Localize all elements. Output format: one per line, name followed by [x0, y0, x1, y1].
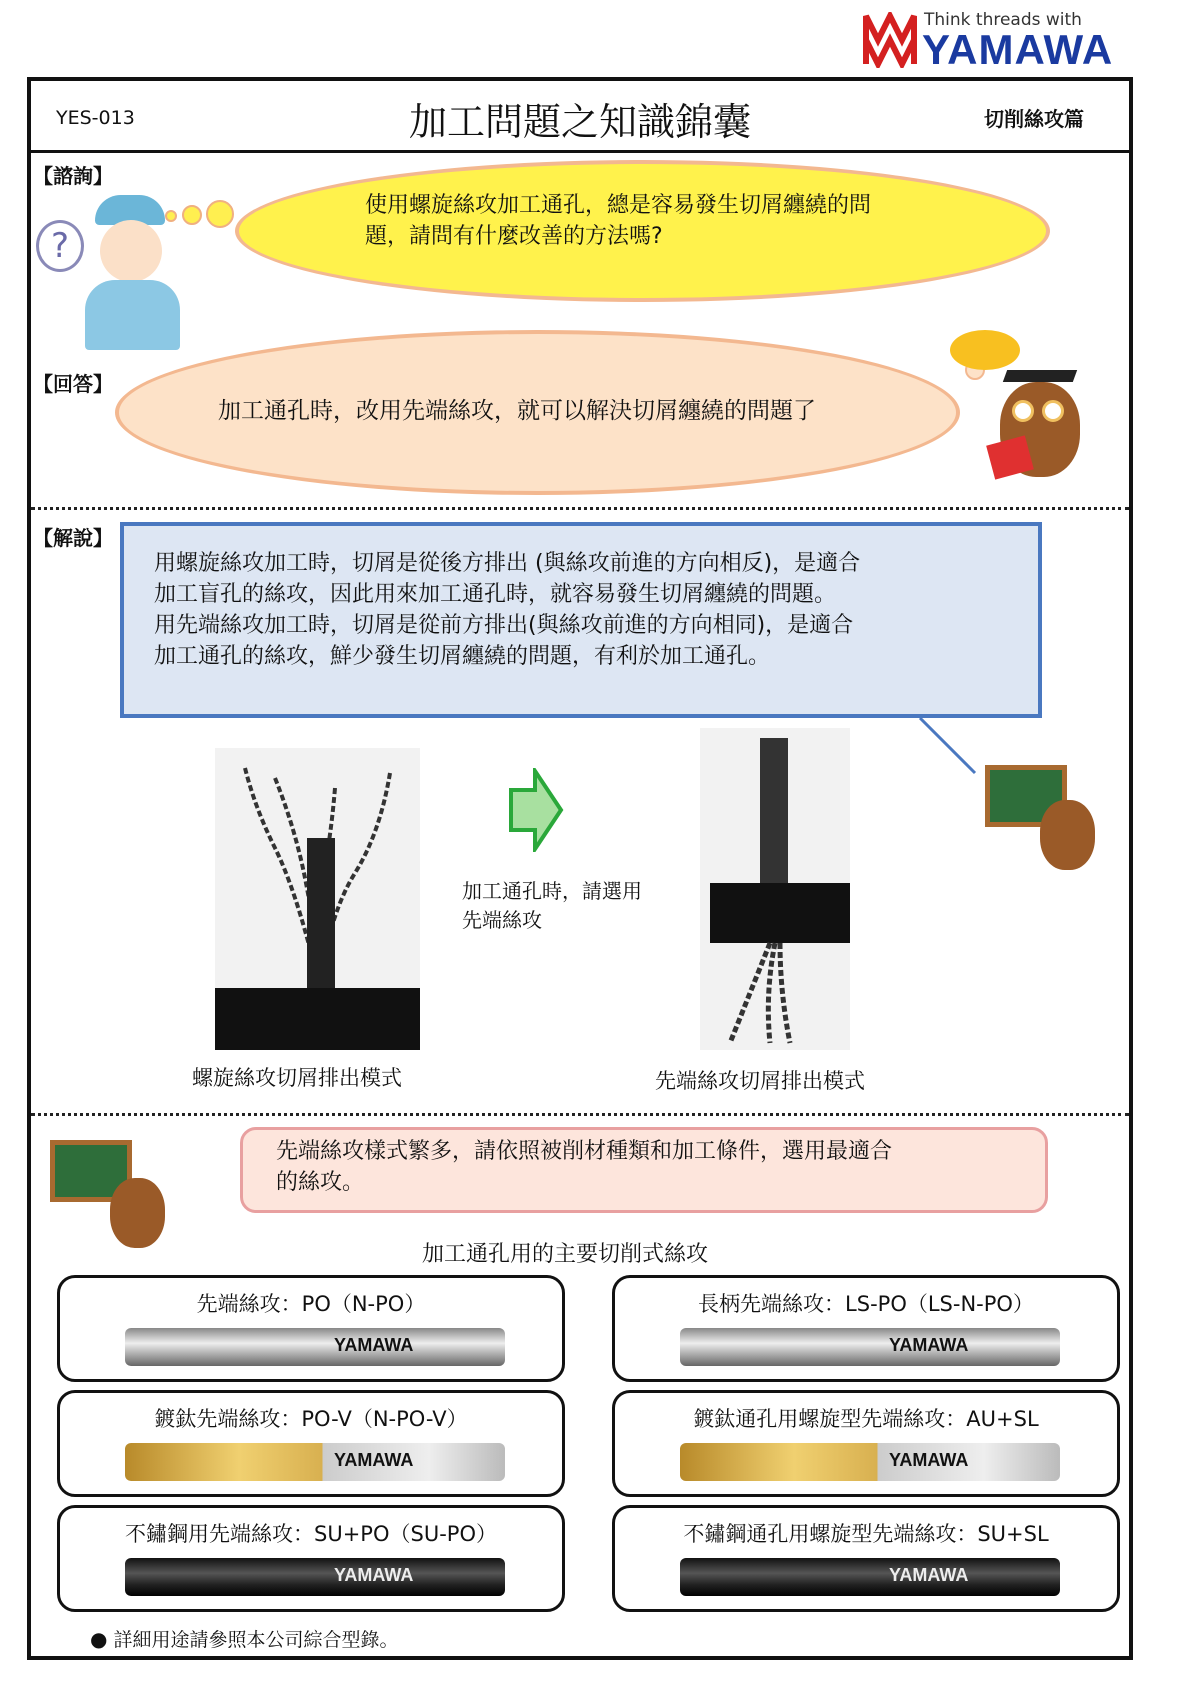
bullet-icon: ●	[90, 1627, 108, 1651]
tap-image	[125, 1328, 505, 1366]
footnote-text: 詳細用途請參照本公司綜合型錄。	[113, 1629, 399, 1651]
right-arrow-icon	[508, 768, 564, 852]
explanation-line: 加工盲孔的絲攻，因此用來加工通孔時，就容易發生切屑纏繞的問題。	[154, 582, 837, 607]
logo-name: YAMAWA	[922, 26, 1114, 73]
tap-brand: YAMAWA	[334, 1450, 414, 1470]
spiral-tap-caption: 螺旋絲攻切屑排出模式	[192, 1066, 402, 1090]
section-divider	[31, 1113, 1129, 1116]
explanation-line: 用螺旋絲攻加工時，切屑是從後方排出 (與絲攻前進的方向相反)，是適合	[154, 551, 861, 576]
tap-image	[680, 1558, 1060, 1596]
answer-text: 加工通孔時，改用先端絲攻，就可以解決切屑纏繞的問題了	[218, 398, 816, 424]
question-mark-icon: ?	[36, 220, 84, 272]
section-divider	[31, 507, 1129, 510]
tap-brand: YAMAWA	[334, 1565, 414, 1585]
header	[31, 81, 1129, 153]
consult-label: 【諮詢】	[33, 164, 113, 188]
tap-card	[57, 1275, 565, 1382]
tap-image	[125, 1443, 505, 1481]
page-title: 加工問題之知識錦囊	[408, 100, 751, 144]
tap-brand: YAMAWA	[334, 1335, 414, 1355]
explanation-line: 加工通孔的絲攻，鮮少發生切屑纏繞的問題，有利於加工通孔。	[154, 644, 771, 669]
tap-name: 長柄先端絲攻：LS-PO（LS-N-PO）	[698, 1292, 1034, 1316]
tap-card	[57, 1505, 565, 1612]
answer-label: 【回答】	[33, 372, 113, 396]
yamawa-logo	[862, 8, 1122, 73]
category-label: 切削絲攻篇	[984, 107, 1084, 131]
speech-icon	[950, 330, 1020, 370]
tap-card	[612, 1390, 1120, 1497]
footnote	[90, 1625, 399, 1652]
worried-person-illustration	[30, 195, 180, 355]
tap-name: 不鏽鋼用先端絲攻：SU+PO（SU-PO）	[125, 1522, 497, 1546]
point-tap-photo	[700, 728, 850, 1050]
tip-line: 的絲攻。	[276, 1170, 365, 1195]
yamawa-logo-mark-icon	[862, 12, 918, 68]
tip-bubble	[240, 1127, 1048, 1213]
question-line: 使用螺旋絲攻加工通孔，總是容易發生切屑纏繞的問	[365, 193, 872, 218]
chip-spirals-icon	[215, 748, 420, 1050]
tap-brand: YAMAWA	[889, 1335, 969, 1355]
explanation-box	[120, 522, 1042, 718]
explanation-line: 用先端絲攻加工時，切屑是從前方排出(與絲攻前進的方向相同)，是適合	[154, 613, 854, 638]
tap-brand: YAMAWA	[889, 1450, 969, 1470]
explain-label: 【解說】	[33, 526, 113, 550]
tap-card	[57, 1390, 565, 1497]
tap-brand: YAMAWA	[889, 1565, 969, 1585]
tap-card	[612, 1275, 1120, 1382]
spiral-tap-photo	[215, 748, 420, 1050]
tap-card	[612, 1505, 1120, 1612]
taps-section-title: 加工通孔用的主要切削式絲攻	[421, 1242, 708, 1267]
tap-name: 鍍鈦通孔用螺旋型先端絲攻：AU+SL	[693, 1407, 1039, 1431]
tap-image	[125, 1558, 505, 1596]
arrow-note-line: 加工通孔時，請選用	[462, 879, 642, 903]
question-text	[365, 190, 871, 252]
document-code: YES-013	[56, 107, 135, 129]
tap-name: 先端絲攻：PO（N-PO）	[196, 1292, 426, 1316]
tap-image	[680, 1328, 1060, 1366]
tap-name: 鍍鈦先端絲攻：PO-V（N-PO-V）	[154, 1407, 468, 1431]
arrow-note	[462, 877, 642, 935]
tap-name: 不鏽鋼通孔用螺旋型先端絲攻：SU+SL	[683, 1522, 1049, 1546]
tap-image	[680, 1443, 1060, 1481]
owl-teacher-illustration	[990, 370, 1090, 485]
chip-discharge-icon	[700, 728, 850, 1050]
tip-line: 先端絲攻樣式繁多，請依照被削材種類和加工條件，選用最適合	[276, 1139, 893, 1164]
owl-chalkboard-illustration	[50, 1140, 175, 1252]
pointer-line	[900, 718, 980, 778]
owl-chalkboard-illustration	[985, 765, 1105, 875]
logo-tagline: Think threads with	[924, 10, 1082, 30]
question-line: 題，請問有什麼改善的方法嗎?	[365, 224, 663, 249]
point-tap-caption: 先端絲攻切屑排出模式	[655, 1069, 865, 1093]
arrow-note-line: 先端絲攻	[462, 908, 542, 932]
